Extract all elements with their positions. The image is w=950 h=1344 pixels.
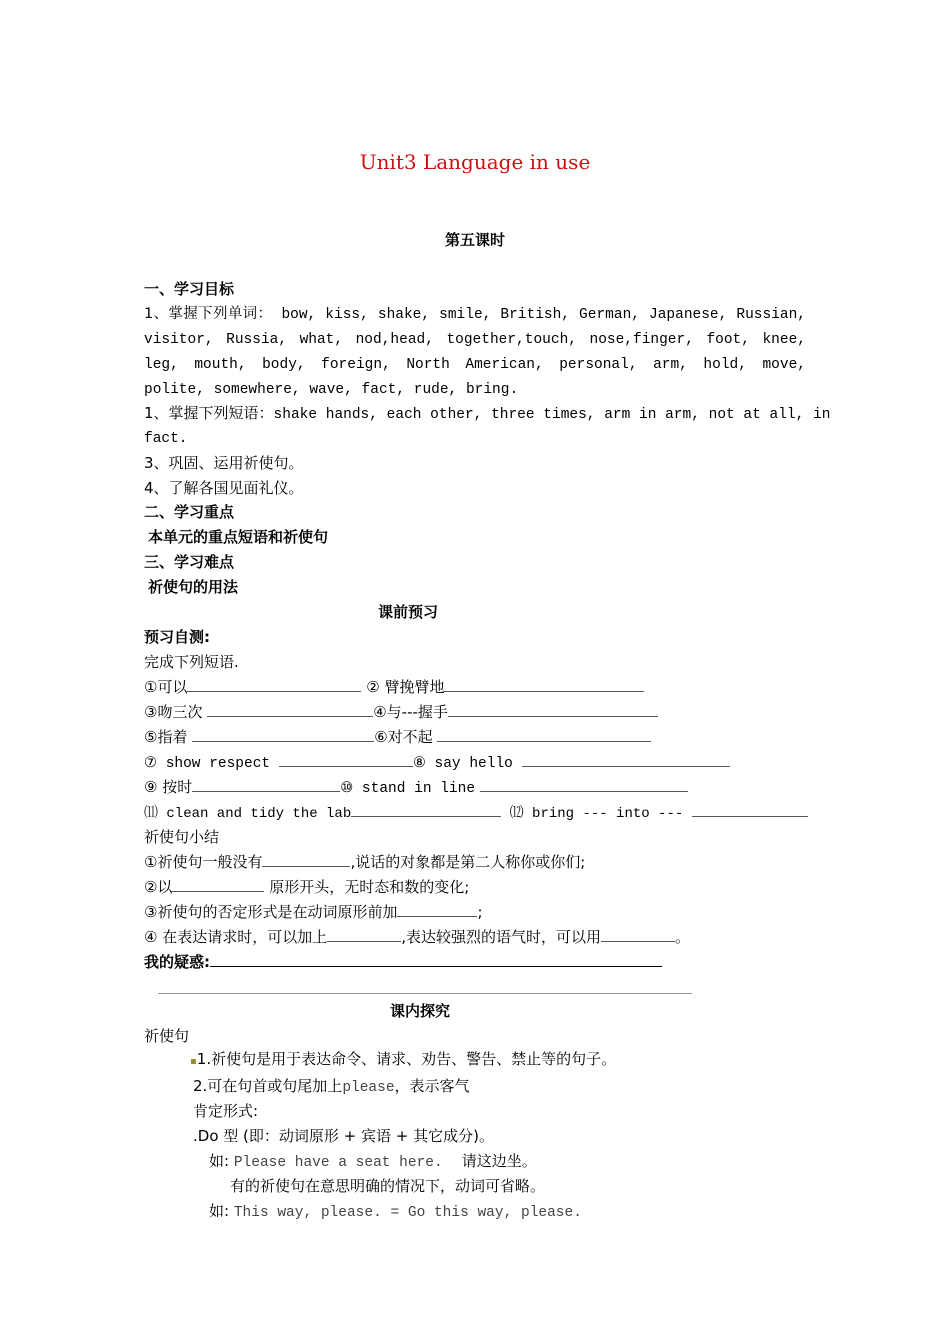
doubt-row (144, 951, 662, 973)
answer-blank[interactable] (279, 751, 413, 767)
example-2 (209, 1200, 582, 1224)
selftest-label: 预习自测: (144, 628, 210, 646)
answer-blank[interactable] (207, 701, 373, 717)
answer-blank[interactable] (187, 676, 361, 692)
exercise-row (144, 701, 658, 723)
answer-blank[interactable] (692, 801, 808, 817)
explore-point-1 (190, 1048, 616, 1073)
summary-text: ,表达较强烈的语气时，可以用 (401, 928, 601, 946)
exercise-label: ①可以 (144, 678, 188, 696)
summary-text: ,说话的对象都是第二人称你或你们; (350, 853, 586, 871)
summary-text: ③祈使句的否定形式是在动词原形前加 (144, 903, 398, 921)
summary-text: ②以 (144, 878, 173, 896)
exercise-row (144, 676, 644, 698)
exercise-label: ③吻三次 (144, 703, 203, 721)
section-heading-goals: 一、学习目标 (144, 280, 235, 298)
exercise-row (144, 751, 730, 775)
summary-heading: 祈使句小结 (144, 828, 220, 846)
answer-blank[interactable] (522, 751, 730, 767)
point-keyword: please (342, 1080, 395, 1096)
summary-item (144, 926, 690, 948)
answer-blank[interactable] (397, 901, 477, 917)
example-chinese: 请这边坐。 (461, 1152, 537, 1170)
exercise-label: ⑾ clean and tidy the lab (144, 806, 352, 822)
example-1 (209, 1150, 537, 1174)
example-english: This way, please. = Go this way, please. (233, 1205, 582, 1221)
key-content: 本单元的重点短语和祈使句 (148, 528, 329, 546)
vocab-paragraph (144, 302, 806, 403)
phrases-list: shake hands, each other, three times, arm in arm, not at all, in (273, 407, 831, 423)
exercise-label: ⑩ stand in line (340, 781, 476, 797)
lesson-subtitle: 第五课时 (444, 231, 505, 249)
goal-4: 4、了解各国见面礼仪。 (144, 479, 304, 497)
answer-blank[interactable] (262, 851, 350, 867)
preview-heading: 课前预习 (378, 603, 439, 621)
answer-blank[interactable] (444, 676, 644, 692)
explore-point-2 (193, 1075, 470, 1099)
bullet-mark: ▪ (190, 1056, 197, 1067)
answer-blank[interactable] (437, 726, 651, 742)
goal-3: 3、巩固、运用祈使句。 (144, 454, 304, 472)
point-text: 1.祈使句是用于表达命令、请求、劝告、警告、禁止等的句子。 (196, 1050, 617, 1068)
do-type: .Do 型 (即：动词原形 + 宾语 + 其它成分)。 (193, 1127, 494, 1145)
example-label: 如: (209, 1152, 230, 1170)
section-heading-difficulty: 三、学习难点 (144, 553, 235, 571)
answer-blank[interactable] (192, 726, 374, 742)
exercise-label: ⑿ bring --- into --- (509, 806, 684, 822)
vocab-label: 1、掌握下列单词： (144, 306, 273, 322)
summary-text: ①祈使句一般没有 (144, 853, 263, 871)
exercise-row (144, 726, 651, 748)
answer-blank[interactable] (480, 776, 688, 792)
exercise-label: ⑧ say hello (412, 756, 513, 772)
point-text: ，表示客气 (394, 1077, 470, 1095)
section-heading-key: 二、学习重点 (144, 503, 235, 521)
vocab-list: bow, kiss, shake, smile, British, German, Japanese, Russian, visitor, Russia, what, nod,head, together,touch, nose,finger, foot, knee, leg, mouth, body, foreign, North American, personal, arm, hold, move, polite, somewhere, wave, fact, rude, bring. (144, 307, 806, 398)
exercise-label: ④与---握手 (373, 703, 448, 721)
summary-item (144, 901, 483, 923)
phrases-list-cont: fact. (144, 431, 188, 447)
answer-blank[interactable] (601, 926, 675, 942)
exercise-row (144, 776, 688, 800)
explore-topic: 祈使句 (144, 1027, 190, 1045)
exercise-label: ⑦ show respect (144, 756, 271, 772)
summary-text: 。 (675, 928, 691, 946)
answer-blank[interactable] (172, 876, 264, 892)
exercise-label: ⑥对不起 (374, 728, 433, 746)
exercise-row (144, 801, 808, 825)
exercise-label: ⑤指着 (144, 728, 188, 746)
doubt-blank[interactable] (210, 951, 662, 967)
answer-blank[interactable] (192, 776, 340, 792)
document-title: Unit3 Language in use (359, 150, 591, 174)
answer-blank[interactable] (327, 926, 401, 942)
summary-text: ; (477, 903, 483, 921)
omission-note: 有的祈使句在意思明确的情况下，动词可省略。 (230, 1177, 546, 1195)
example-label: 如: (209, 1202, 230, 1220)
point-text: 2.可在句首或句尾加上 (193, 1077, 343, 1095)
summary-text: 原形开头，无时态和数的变化; (269, 878, 470, 896)
summary-text: ④ 在表达请求时，可以加上 (144, 928, 328, 946)
instruction: 完成下列短语. (144, 653, 239, 671)
summary-item (144, 851, 585, 873)
difficulty-content: 祈使句的用法 (148, 578, 239, 596)
example-english: Please have a seat here. (233, 1155, 443, 1171)
explore-heading: 课内探究 (390, 1002, 451, 1020)
answer-blank[interactable] (448, 701, 658, 717)
phrases-line (144, 402, 830, 426)
summary-item (144, 876, 469, 898)
divider (158, 993, 692, 994)
doubt-label: 我的疑惑: (144, 953, 210, 971)
answer-blank[interactable] (351, 801, 501, 817)
affirm-label: 肯定形式: (193, 1102, 259, 1120)
exercise-label: ⑨ 按时 (144, 778, 193, 796)
exercise-label: ② 臂挽臂地 (366, 678, 445, 696)
phrases-label: 1、掌握下列短语： (144, 404, 274, 422)
